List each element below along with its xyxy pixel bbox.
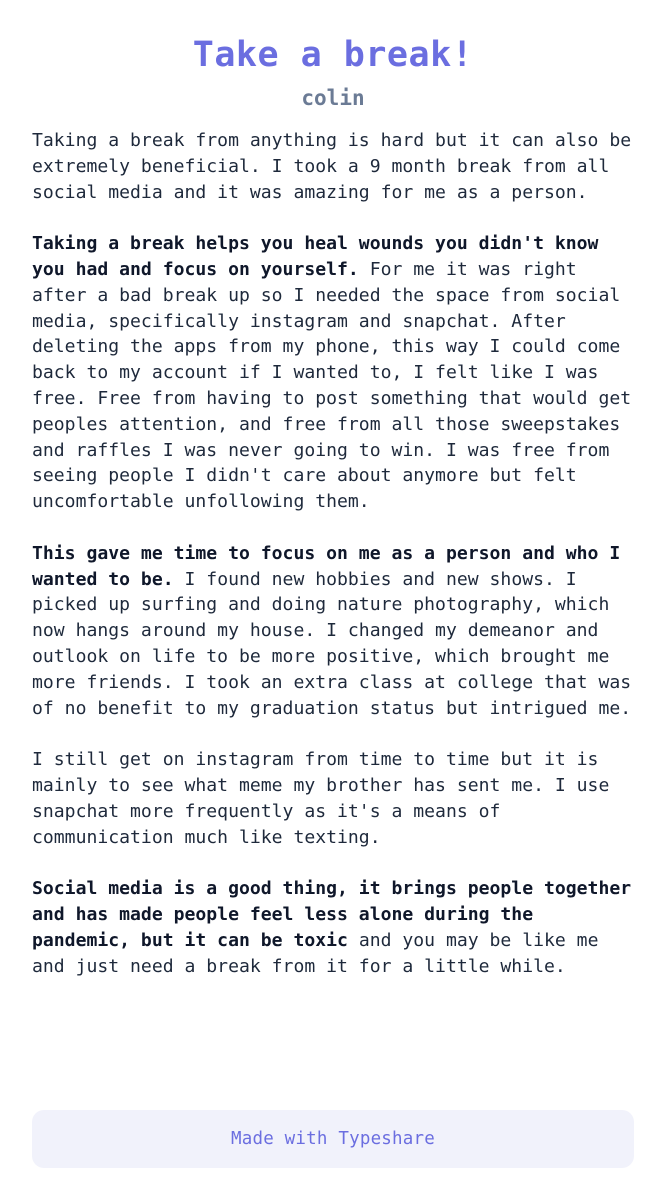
paragraph-1 <box>32 128 634 205</box>
footer-label[interactable]: Made with Typeshare <box>231 1129 435 1149</box>
paragraph-1-text: Taking a break from anything is hard but it can also be extremely beneficial. I took a 9 month break from all social media and it was amazing for me as a person. <box>32 130 632 203</box>
paragraph-5-bold: Social media is a good thing, it brings people together and has made people feel less alone during the pandemic, but it can be toxic <box>32 878 632 951</box>
paragraph-3-text: I found new hobbies and new shows. I picked up surfing and doing nature photography, which now hangs around my house. I changed my demeanor and outlook on life to be more positive, which brought me more friends. I took an extra class at college that was of no benefit to my graduation status but intrigued me. <box>32 568 632 719</box>
author-name: colin <box>301 86 365 110</box>
paragraph-5 <box>32 876 634 979</box>
paragraph-2 <box>32 231 634 515</box>
paragraph-2-text: For me it was right after a bad break up so I needed the space from social media, specifically instagram and snapchat. After deleting the apps from my phone, this way I could come back to my account if I wanted to, I felt like I was free. Free from having to post something that would get peoples attention, and free from all those sweepstakes and raffles I was never going to win. I was free from seeing people I didn't care about anymore but felt uncomfortable unfollowing them. <box>32 258 632 513</box>
paragraph-4 <box>32 747 634 850</box>
paragraph-2-bold: Taking a break helps you heal wounds you didn't know you had and focus on yourself. <box>32 233 599 280</box>
paragraph-3-bold: This gave me time to focus on me as a person and who I wanted to be. <box>32 542 621 590</box>
paragraph-4-text: I still get on instagram from time to time but it is mainly to see what meme my brother has sent me. I use snapchat more frequently as it's a means of communication much like texting. <box>32 749 610 848</box>
paragraph-5-text: and you may be like me and just need a break from it for a little while. <box>32 929 599 977</box>
paragraph-3 <box>32 541 634 722</box>
typeshare-footer[interactable] <box>32 1110 634 1168</box>
article-title: Take a break! <box>192 35 474 75</box>
article-body <box>32 128 634 979</box>
